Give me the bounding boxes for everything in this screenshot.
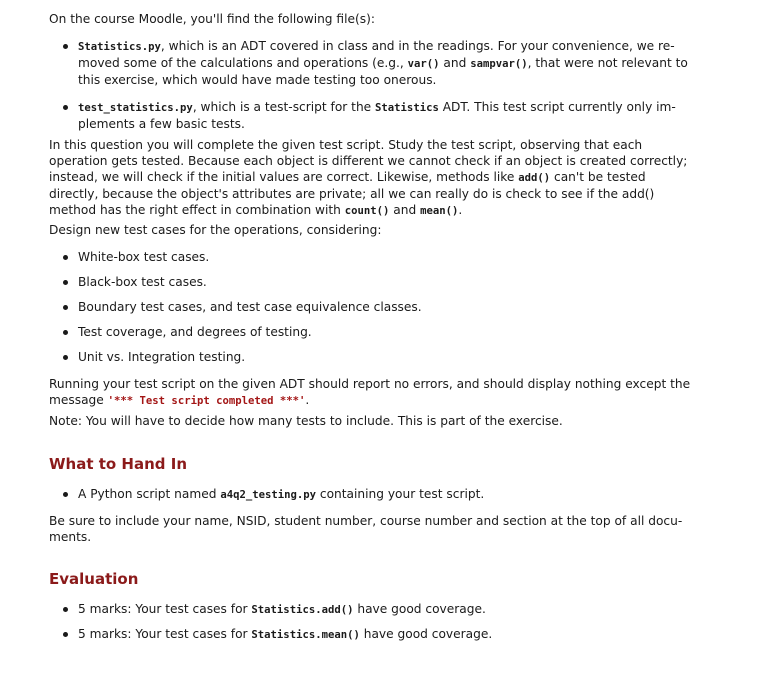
design-item: Black-box test cases.: [49, 274, 693, 299]
design-item: Unit vs. Integration testing.: [49, 349, 693, 374]
evaluation-list: [49, 601, 693, 643]
evaluation-item-mean: 5 marks: Your test cases for Statistics.mean() have good coverage.: [49, 626, 693, 643]
completion-message: '*** Test script completed ***': [107, 395, 306, 407]
design-item: Test coverage, and degrees of testing.: [49, 324, 693, 349]
file-name-code: Statistics.py: [78, 41, 161, 53]
file-item-statistics: Statistics.py, which is an ADT covered in class and in the readings. For your convenience, we re-moved some of the calculations and operations (e.g., var() and sampvar(), that were not relevant to this exercise, which would have made testing too onerous.: [49, 38, 693, 88]
script-name-code: a4q2_testing.py: [220, 489, 317, 501]
file-list: [49, 38, 693, 132]
hand-in-heading: What to Hand In: [49, 455, 188, 473]
intro-lead: On the course Moodle, you'll find the following file(s):: [49, 12, 375, 26]
design-list: [49, 249, 693, 374]
file-name-code: test_statistics.py: [78, 102, 193, 114]
task-paragraph: In this question you will complete the given test script. Study the test script, observing that each operation gets tested. Because each object is different we cannot check if an object is created correctly; instead, we will check if the initial values are correct. Likewise, methods like add() can't be tested directly, because the object's attributes are private; all we can really do is check to see if the add() method has the right effect in combination with count() and mean().: [49, 138, 688, 217]
evaluation-heading: Evaluation: [49, 570, 139, 588]
design-item: White-box test cases.: [49, 249, 693, 274]
note-paragraph: Note: You will have to decide how many tests to include. This is part of the exercise.: [49, 414, 563, 428]
hand-in-item: A Python script named a4q2_testing.py containing your test script.: [49, 486, 693, 503]
running-paragraph: Running your test script on the given ADT should report no errors, and should display nothing except the message '*** Test script completed ***'.: [49, 377, 691, 407]
hand-in-reminder: Be sure to include your name, NSID, student number, course number and section at the top of all docu-ments.: [49, 514, 683, 544]
evaluation-item-add: 5 marks: Your test cases for Statistics.add() have good coverage.: [49, 601, 693, 626]
hand-in-list: [49, 486, 693, 503]
design-item: Boundary test cases, and test case equivalence classes.: [49, 299, 693, 324]
file-item-test-statistics: test_statistics.py, which is a test-script for the Statistics ADT. This test script currently only im-plements a few basic tests.: [49, 99, 693, 132]
design-lead: Design new test cases for the operations, considering:: [49, 223, 382, 237]
